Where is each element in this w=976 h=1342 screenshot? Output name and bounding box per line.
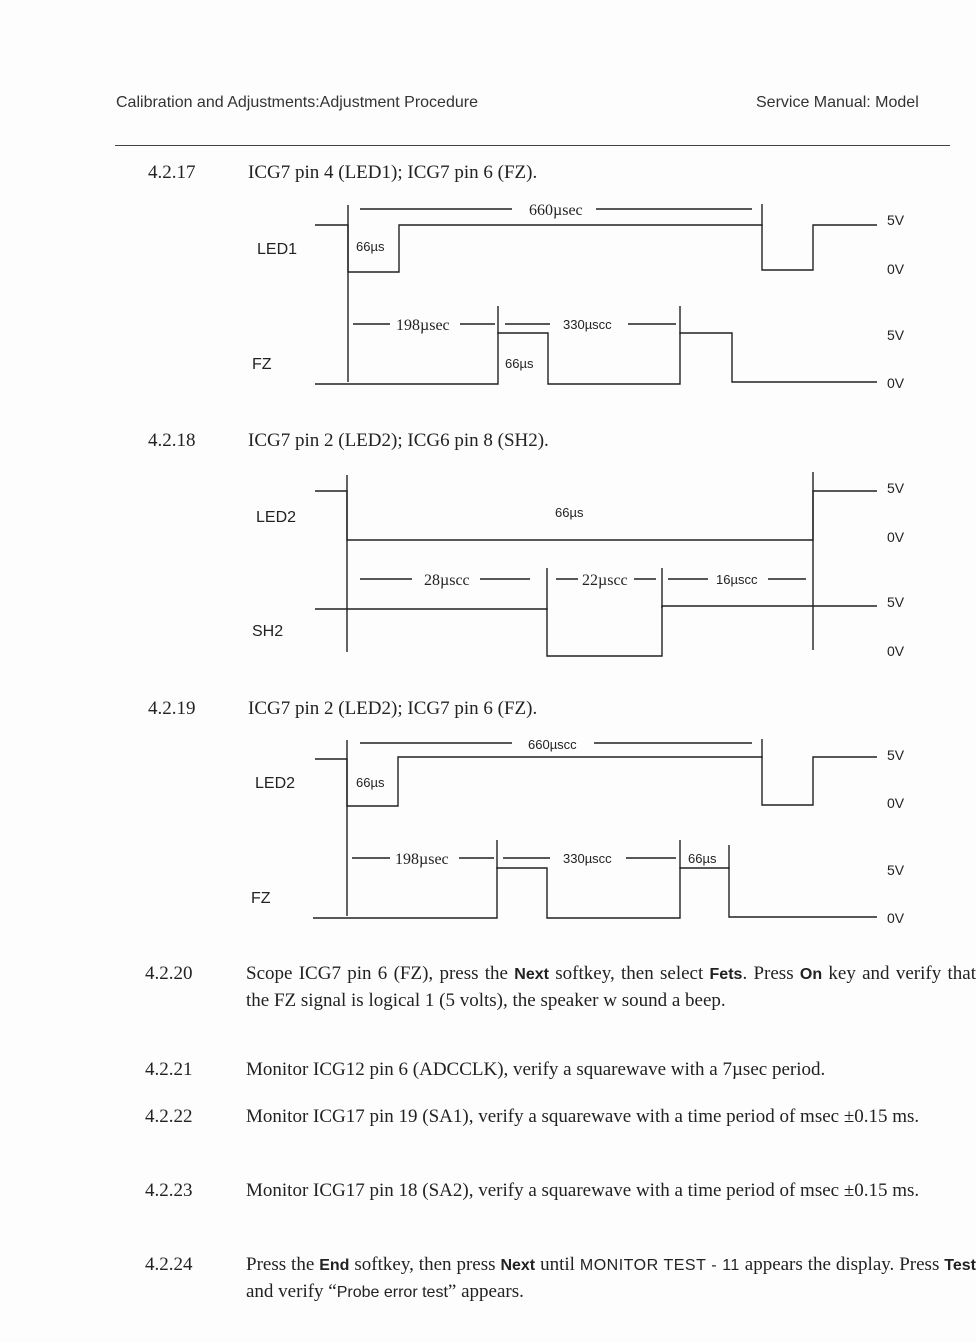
step-number: 4.2.22 (145, 1106, 193, 1127)
timing-diagram-led2-fz (251, 737, 905, 926)
step-number: 4.2.24 (145, 1254, 193, 1275)
voltage-label-high: 5V (887, 327, 905, 343)
step-text: Monitor ICG17 pin 18 (SA2), verify a squarewave with a time period of msec ±0.15 ms. (246, 1180, 920, 1201)
voltage-label-low: 0V (887, 261, 905, 277)
signal-label-sh2: SH2 (252, 623, 284, 640)
key-on: On (799, 966, 823, 983)
timing-label-16: 16µscc (716, 572, 758, 587)
timing-label-22: 22µscc (582, 572, 628, 589)
step-number: 4.2.20 (145, 963, 193, 984)
voltage-label-low: 0V (887, 529, 905, 545)
led1-waveform (315, 225, 877, 272)
signal-label-fz: FZ (251, 890, 271, 907)
voltage-label-low: 0V (887, 910, 905, 926)
timing-label-28: 28µscc (424, 572, 470, 589)
timing-label-66: 66µs (356, 775, 385, 790)
timing-label-330: 330µscc (563, 317, 612, 332)
step-number: 4.2.23 (145, 1180, 193, 1201)
step-number: 4.2.21 (145, 1059, 193, 1080)
signal-label-led2: LED2 (255, 775, 296, 792)
section-title: ICG7 pin 4 (LED1); ICG7 pin 6 (FZ). (248, 162, 538, 183)
softkey-test: Test (944, 1257, 976, 1274)
voltage-label-low: 0V (887, 643, 905, 659)
signal-label-led2: LED2 (256, 509, 297, 526)
voltage-label-high: 5V (887, 594, 905, 610)
timing-label-660: 660µsec (529, 202, 583, 219)
fz-waveform (315, 333, 877, 384)
fz-waveform (313, 868, 877, 918)
timing-label-66: 66µs (555, 505, 584, 520)
led2-waveform (315, 757, 877, 806)
voltage-label-low: 0V (887, 795, 905, 811)
section-title: ICG7 pin 2 (LED2); ICG6 pin 8 (SH2). (248, 430, 549, 451)
led2-waveform (315, 491, 877, 540)
header-section-title: Calibration and Adjustments:Adjustment Procedure (116, 94, 478, 111)
softkey-next: Next (500, 1257, 536, 1274)
voltage-label-high: 5V (887, 480, 905, 496)
voltage-label-high: 5V (887, 747, 905, 763)
step-text: Scope ICG7 pin 6 (FZ), press the Next softkey, then select Fets. Press On key and verify that the FZ signal is logical 1 (5 volts), the speaker w sound a beep. (246, 963, 976, 1011)
timing-diagram-led2-sh2 (252, 472, 905, 659)
timing-label-330: 330µscc (563, 851, 612, 866)
signal-label-fz: FZ (252, 356, 272, 373)
display-message: Probe error test (336, 1284, 448, 1301)
section-number: 4.2.19 (148, 698, 196, 719)
sh2-waveform (315, 606, 877, 656)
step-text: Monitor ICG12 pin 6 (ADCCLK), verify a squarewave with a 7µsec period. (246, 1059, 826, 1080)
display-text: MONITOR TEST - 11 (579, 1257, 740, 1274)
timing-label-198: 198µsec (396, 317, 450, 334)
timing-label-660: 660µscc (528, 737, 577, 752)
timing-label-66: 66µs (688, 851, 717, 866)
signal-label-led1: LED1 (257, 241, 298, 258)
menu-item-fets: Fets (709, 966, 743, 983)
timing-diagram-led1-fz (252, 202, 905, 391)
timing-label-198: 198µsec (395, 851, 449, 868)
step-text: Press the End softkey, then press Next until MONITOR TEST - 11 appears the display. Press Test and verify “Probe error test” appears. (246, 1254, 976, 1302)
softkey-end: End (319, 1257, 350, 1274)
section-title: ICG7 pin 2 (LED2); ICG7 pin 6 (FZ). (248, 698, 538, 719)
voltage-label-high: 5V (887, 862, 905, 878)
step-text: Monitor ICG17 pin 19 (SA1), verify a squarewave with a time period of msec ±0.15 ms. (246, 1106, 920, 1127)
voltage-label-low: 0V (887, 375, 905, 391)
timing-label-66: 66µs (356, 239, 385, 254)
section-number: 4.2.17 (148, 162, 196, 183)
softkey-next: Next (514, 966, 549, 983)
header-manual-title: Service Manual: Model (756, 94, 919, 111)
section-number: 4.2.18 (148, 430, 196, 451)
voltage-label-high: 5V (887, 212, 905, 228)
timing-label-66: 66µs (505, 356, 534, 371)
